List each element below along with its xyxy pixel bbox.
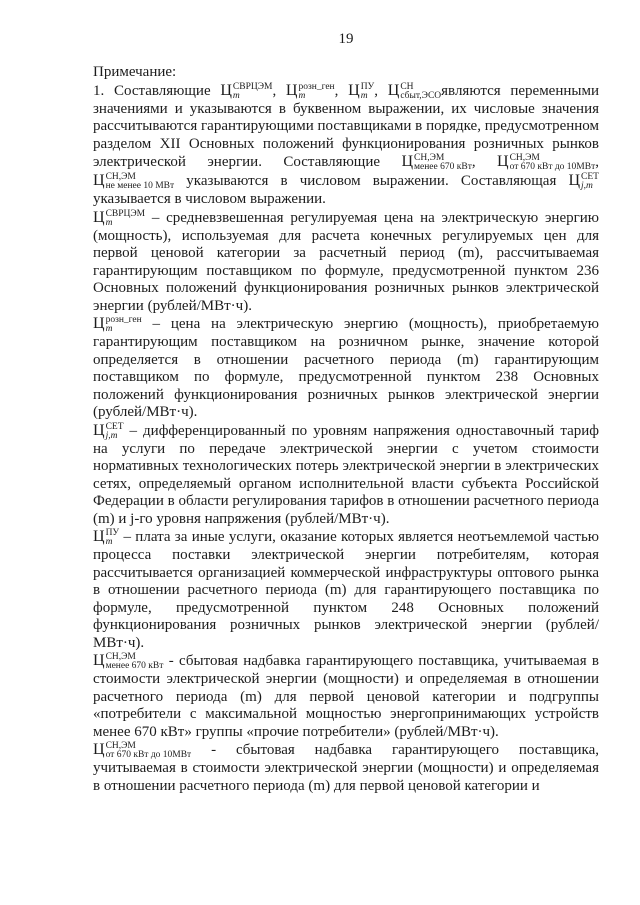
symbol-base: Ц — [93, 208, 105, 226]
symbol-indices — [581, 173, 599, 191]
symbol-base: Ц — [93, 172, 105, 189]
symbol-indices — [233, 83, 273, 101]
symbol-subscript: от 670 кВт до 10МВт — [105, 750, 192, 760]
symbol-subscript: менее 670 кВт — [414, 162, 472, 172]
symbol-base: Ц — [401, 153, 413, 170]
symbol-indices — [400, 83, 441, 101]
symbol-superscript: розн_ген — [298, 81, 335, 92]
symbol-superscript: СН — [400, 81, 414, 92]
symbol-base: Ц — [568, 172, 581, 189]
paragraph-text: указывается в числовом выражении. — [93, 191, 326, 207]
symbol-base: Ц — [220, 81, 232, 99]
symbol-superscript: СН,ЭМ — [105, 172, 136, 182]
symbol-c-pu — [93, 529, 119, 545]
page-number: 19 — [338, 31, 354, 47]
symbol-subscript: m — [105, 324, 113, 334]
symbol-superscript: ПУ — [360, 81, 375, 92]
symbol-c-sn-em-under-670kw — [93, 653, 163, 669]
paragraph-text: являются переменными значениями и указываются в буквенном выражении, их числовые значения рассчитываются гарантирующими поставщиками в порядке, предусмотренном разделом XII Основных положений функционирования розничных рынков электрической энергии. Составляющие — [93, 82, 599, 170]
symbol-subscript: не менее 10 МВт — [105, 181, 175, 191]
symbol-superscript: СВРЦЭМ — [232, 81, 273, 92]
symbol-c-sn-em-over-10mw — [93, 173, 174, 189]
note-paragraph-5 — [93, 528, 599, 652]
symbol-indices — [106, 173, 175, 191]
paragraph-text: - сбытовая надбавка гарантирующего поставщика, учитываемая в стоимости электрической энергии (мощности) и определяемая в отношении расчетного периода (m) для первой ценовой категории и подгруппы «потребители с максимальной мощностью энергопринимающих устройств менее 670 кВт» группы «прочие потребители» (рублей/МВт·ч). — [93, 653, 599, 740]
symbol-c-set — [93, 423, 124, 439]
symbol-base: Ц — [93, 315, 105, 332]
note-paragraph-4 — [93, 422, 599, 529]
symbol-c-sn-em-under-670kw — [401, 154, 471, 170]
paragraph-text: , — [334, 82, 349, 99]
symbol-superscript: СН,ЭМ — [414, 153, 445, 163]
symbol-superscript: СН,ЭМ — [509, 153, 540, 163]
paragraph-text: – дифференцированный по уровням напряжения одноставочный тариф на услуги по передаче электрической энергии с учетом стоимости нормативных технологических потерь электрической энергии в электрических сетях, определяемый органом исполнительной власти субъекта Российской Федерации в области регулирования тарифов в отношении расчетного периода (m) и j-го уровня напряжения (рублей/МВт·ч). — [93, 422, 599, 527]
symbol-base: Ц — [93, 652, 105, 669]
symbol-indices — [106, 316, 142, 334]
symbol-indices — [414, 154, 472, 172]
symbol-superscript: розн_ген — [105, 315, 142, 325]
symbol-subscript: m — [105, 217, 113, 228]
symbol-subscript: m — [105, 537, 113, 547]
paragraph-text: - сбытовая надбавка гарантирующего поставщика, учитываемая в стоимости электрической энергии (мощности) и определяемая в отношении расчетного периода (m) для первой ценовой категории и — [93, 742, 599, 794]
paragraph-text: , — [272, 82, 286, 99]
symbol-superscript: СН,ЭМ — [105, 652, 136, 662]
symbol-indices — [361, 83, 375, 101]
symbol-c-sn-em-670kw-10mw — [497, 154, 595, 170]
symbol-indices — [106, 742, 192, 760]
symbol-superscript: СВРЦЭМ — [105, 208, 146, 219]
paragraph-text: , — [595, 154, 599, 170]
note-paragraph-2 — [93, 209, 599, 316]
symbol-superscript: СН,ЭМ — [105, 741, 136, 751]
symbol-subscript: от 670 кВт до 10МВт — [509, 162, 596, 172]
symbol-base: Ц — [93, 421, 105, 439]
paragraph-text: указываются в числовом выражении. Составляющая — [174, 173, 569, 189]
symbol-c-svrcem — [220, 83, 272, 99]
note-section — [93, 64, 599, 795]
symbol-base: Ц — [497, 153, 509, 170]
paragraph-text: , — [374, 82, 388, 99]
paragraph-text: – средневзвешенная регулируемая цена на электрическую энергию (мощность), используемая для расчета конечных регулируемых цен для первой ценовой категории за расчетный период (m), рассчитываемая гарантирующим поставщиком по формуле, предусмотренной пунктом 236 Основных положений функционирования розничных рынков электрической энергии (рублей/МВт·ч). — [93, 209, 599, 314]
symbol-superscript: ПУ — [105, 528, 120, 538]
symbol-c-rozn-gen — [286, 83, 335, 99]
symbol-base: Ц — [93, 528, 105, 545]
note-paragraph-3 — [93, 315, 599, 422]
symbol-indices — [510, 154, 596, 172]
symbol-base: Ц — [93, 741, 105, 758]
symbol-subscript: m — [298, 90, 306, 101]
symbol-indices — [106, 210, 146, 228]
symbol-subscript: j,m — [581, 181, 593, 191]
symbol-c-svrcem — [93, 210, 145, 226]
symbol-c-pu — [348, 83, 374, 99]
paragraph-text: , — [471, 154, 498, 170]
symbol-indices — [106, 653, 164, 671]
symbol-subscript: сбыт,ЭСО — [400, 90, 442, 101]
note-paragraph-7 — [93, 741, 599, 795]
symbol-superscript: СЕТ — [581, 172, 599, 182]
symbol-c-set — [568, 173, 599, 189]
paragraph-text: 1. Составляющие — [93, 82, 221, 99]
symbol-subscript: m — [232, 90, 240, 101]
note-paragraph-1 — [93, 82, 599, 209]
symbol-subscript: j,m — [105, 430, 118, 441]
paragraph-text: – цена на электрическую энергию (мощность), приобретаемую гарантирующим поставщиком на розничном рынке, значение которой определяется в отношении расчетного периода (m) гарантирующим поставщиком по формуле, предусмотренной пунктом 238 Основных положений функционирования розничных рынков электрической энергии (рублей/МВт·ч). — [93, 316, 599, 420]
symbol-c-rozn-gen — [93, 316, 142, 332]
symbol-indices — [106, 529, 120, 547]
symbol-subscript: m — [360, 90, 368, 101]
symbol-indices — [106, 423, 124, 441]
note-heading: Примечание: — [93, 64, 177, 80]
symbol-base: Ц — [285, 81, 298, 99]
symbol-base: Ц — [387, 81, 400, 99]
symbol-c-sn-em-670kw-10mw — [93, 742, 191, 758]
note-paragraph-6 — [93, 652, 599, 741]
symbol-indices — [298, 83, 334, 101]
symbol-c-sn-sbyt-eso — [388, 83, 441, 99]
symbol-subscript: менее 670 кВт — [105, 661, 164, 671]
symbol-base: Ц — [348, 81, 360, 99]
paragraph-text: – плата за иные услуги, оказание которых является неотъемлемой частью процесса поставки электрической энергии потребителям, которая рассчитывается организацией коммерческой инфраструктуры оптового рынка в отношении расчетного периода (m) для гарантирующего поставщика по формуле, предусмотренной пунктом 248 Основных положений функционирования розничных рынков электрической энергии (рублей/МВт·ч). — [93, 529, 599, 651]
symbol-superscript: СЕТ — [105, 421, 124, 432]
